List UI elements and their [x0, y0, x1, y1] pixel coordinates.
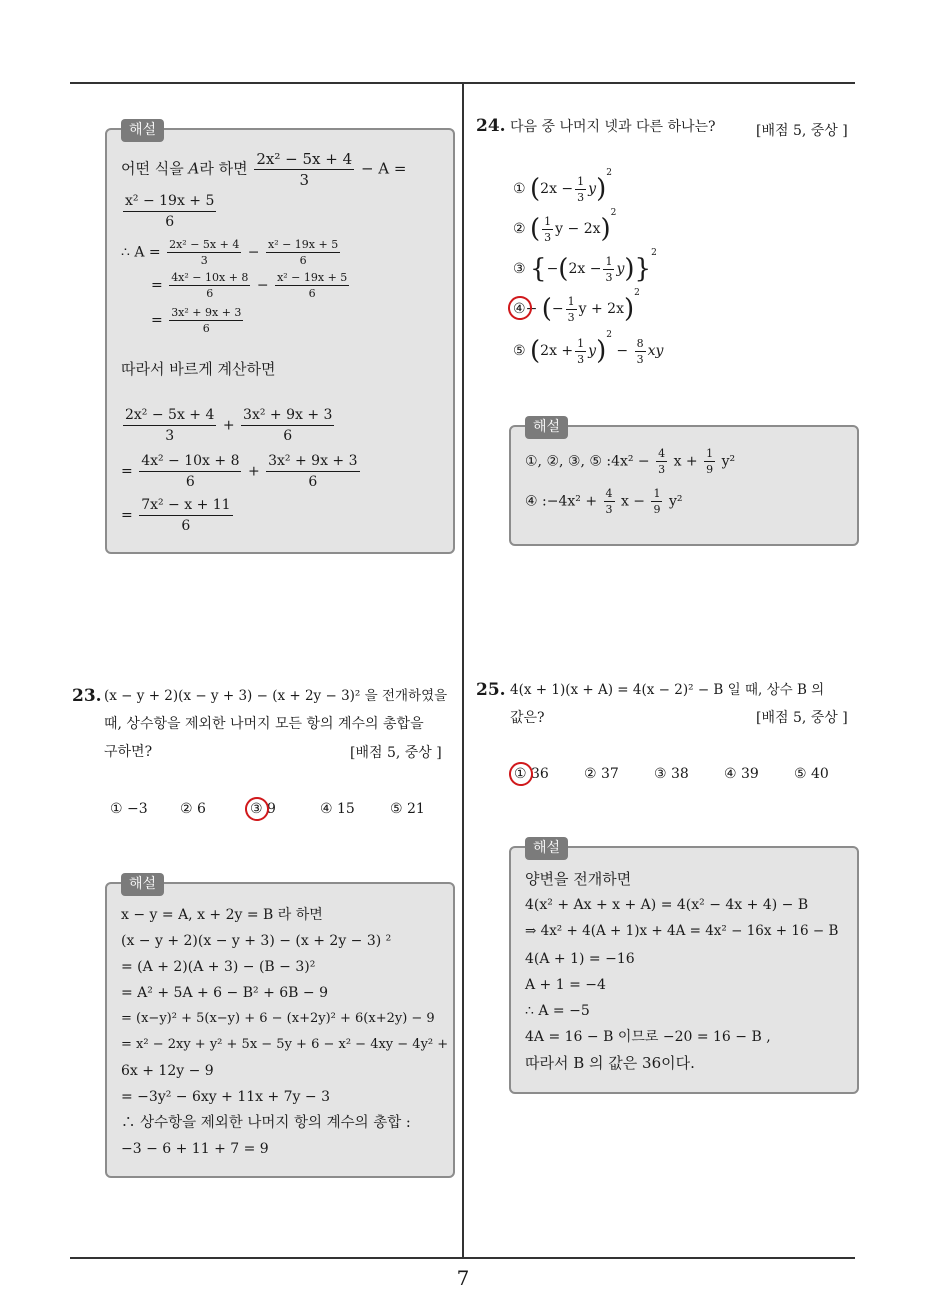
sol25-line-4: 4(A + 1) = −16 [525, 951, 635, 967]
q25-choice-1[interactable]: ① 36 [514, 766, 549, 782]
q24-choice-4[interactable]: ④− (− $\frac{1}{3}$ y + 2x)$^2$ [513, 288, 640, 324]
sol23-line-1: x − y = A, x + 2y = B 라 하면 [121, 907, 323, 923]
q24-choice-5[interactable]: ⑤ (2x + $\frac{1}{3}$ y)$^2$ − $\frac{8}{3}$ xy [513, 330, 664, 366]
sol25-line-2: 4(x² + Ax + x + A) = 4(x² − 4x + 4) − B [525, 897, 809, 913]
sol23-line-9: ∴ 상수항을 제외한 나머지 항의 계수의 총합 : [121, 1115, 411, 1131]
sol23-line-8: = −3y² − 6xy + 11x + 7y − 3 [121, 1089, 331, 1105]
page-number: 7 [456, 1266, 470, 1290]
sol23-line-7: 6x + 12y − 9 [121, 1063, 214, 1079]
question-24-points: [배점 5, 중상 ] [756, 123, 848, 139]
sol22-line-8: = $\frac{\text{4x² − 10x + 8}}{6}$ + $\frac{\text{3x² + 9x + 3}}{6}$ [121, 453, 358, 490]
sol22-line-1: 어떤 식을 A라 하면 $\frac{\text{2x² − 5x + 4}}{3}$ − A = [121, 150, 407, 189]
sol24-line-1: ①, ②, ③, ⑤ :4x² − $\frac{4}{3}$ x + $\frac{1}{9}$ y² [525, 447, 736, 476]
q23-choice-2[interactable]: ② 6 [180, 801, 206, 817]
q25-choice-5[interactable]: ⑤ 40 [794, 766, 829, 782]
question-23-line-1: (x − y + 2)(x − y + 3) − (x + 2y − 3)² 을 전개하였을 [104, 688, 448, 704]
question-23-points: [배점 5, 중상 ] [350, 745, 442, 761]
bottom-rule [70, 1257, 855, 1259]
sol25-line-5: A + 1 = −4 [525, 977, 606, 993]
explanation-box-22 [105, 122, 455, 554]
column-divider [462, 84, 464, 1258]
question-25-line-2: 값은? [510, 710, 545, 726]
explanation-box-24 [509, 419, 859, 546]
q23-choice-1[interactable]: ① −3 [110, 801, 148, 817]
sol23-line-6: = x² − 2xy + y² + 5x − 5y + 6 − x² − 4xy − 4y² + [121, 1037, 449, 1052]
question-25-number: 25. [476, 680, 506, 700]
sol25-line-3: ⇒ 4x² + 4(A + 1)x + 4A = 4x² − 16x + 16 − B [525, 923, 839, 939]
explanation-tag: 해설 [121, 119, 164, 142]
question-24-text: 다음 중 나머지 넷과 다른 하나는? [510, 119, 716, 135]
sol23-line-4: = A² + 5A + 6 − B² + 6B − 9 [121, 985, 328, 1001]
sol23-line-2: (x − y + 2)(x − y + 3) − (x + 2y − 3) ² [121, 933, 392, 949]
q25-choice-2[interactable]: ② 37 [584, 766, 619, 782]
explanation-tag: 해설 [121, 873, 164, 896]
sol25-line-8: 따라서 B 의 값은 36이다. [525, 1054, 695, 1072]
sol23-line-5: = (x−y)² + 5(x−y) + 6 − (x+2y)² + 6(x+2y) − 9 [121, 1011, 435, 1026]
q25-choice-3[interactable]: ③ 38 [654, 766, 689, 782]
sol22-line-4: = $\frac{\text{4x² − 10x + 8}}{6}$ − $\frac{\text{x² − 19x + 5}}{6}$ [151, 271, 348, 300]
q25-choice-4[interactable]: ④ 39 [724, 766, 759, 782]
sol25-line-1: 양변을 전개하면 [525, 870, 632, 888]
answer-mark-circle-23 [243, 795, 271, 823]
sol23-line-3: = (A + 2)(A + 3) − (B − 3)² [121, 959, 316, 975]
sol22-line-5: = $\frac{\text{3x² + 9x + 3}}{6}$ [151, 306, 242, 335]
q23-choice-5[interactable]: ⑤ 21 [390, 801, 425, 817]
q23-choice-3[interactable]: ③ 9 [250, 801, 276, 817]
question-25-points: [배점 5, 중상 ] [756, 710, 848, 726]
explanation-box-25 [509, 840, 859, 1094]
q24-choice-3[interactable]: ③ {−(2x − $\frac{1}{3}$ y)}$^2$ [513, 248, 657, 284]
sol25-line-7: 4A = 16 − B 이므로 −20 = 16 − B , [525, 1029, 771, 1045]
sol23-line-10: −3 − 6 + 11 + 7 = 9 [121, 1141, 269, 1157]
q24-choice-1[interactable]: ① (2x − $\frac{1}{3}$ y)$^2$ [513, 168, 612, 204]
explanation-tag: 해설 [525, 416, 568, 439]
sol22-line-6: 따라서 바르게 계산하면 [121, 360, 276, 378]
sol22-line-3: ∴ A = $\frac{\text{2x² − 5x + 4}}{3}$ − $\frac{\text{x² − 19x + 5}}{6}$ [121, 238, 339, 267]
question-25-line-1: 4(x + 1)(x + A) = 4(x − 2)² − B 일 때, 상수 B 의 [510, 682, 825, 698]
question-24-number: 24. [476, 116, 506, 136]
explanation-box-23 [105, 876, 455, 1178]
answer-mark-circle-25 [507, 760, 535, 788]
sol22-line-7: $\frac{\text{2x² − 5x + 4}}{3}$ + $\frac{\text{3x² + 9x + 3}}{6}$ [125, 407, 333, 444]
question-23-number: 23. [72, 686, 102, 706]
sol22-line-2: $\frac{\text{x² − 19x + 5}}{6}$ [125, 193, 215, 230]
sol24-line-2: ④ :−4x² + $\frac{4}{3}$ x − $\frac{1}{9}$ y² [525, 487, 683, 516]
sol25-line-6: ∴ A = −5 [525, 1003, 590, 1019]
explanation-tag: 해설 [525, 837, 568, 860]
q23-choice-4[interactable]: ④ 15 [320, 801, 355, 817]
q24-choice-2[interactable]: ② ( $\frac{1}{3}$ y − 2x)$^2$ [513, 208, 617, 244]
question-23-line-2: 때, 상수항을 제외한 나머지 모든 항의 계수의 총합을 [104, 716, 424, 732]
sol22-line-9: = $\frac{\text{7x² − x + 11}}{6}$ [121, 497, 231, 534]
question-23-line-3: 구하면? [104, 744, 153, 760]
